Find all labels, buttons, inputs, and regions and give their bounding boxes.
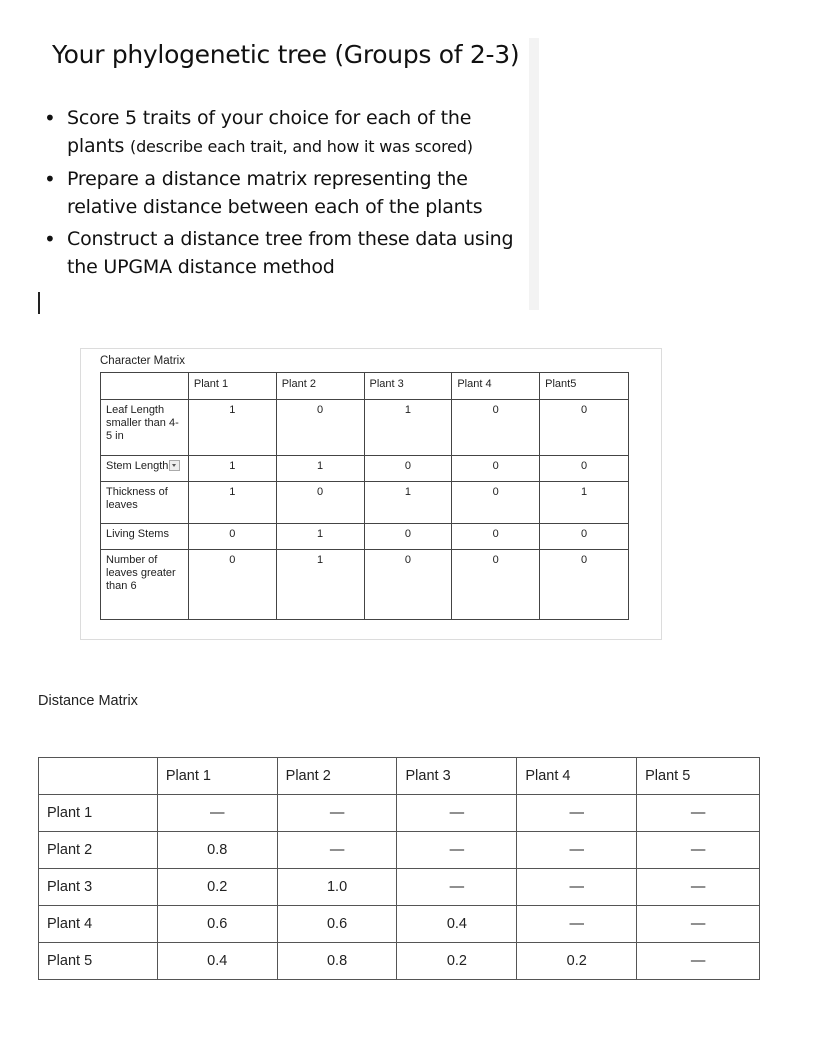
header-cell: Plant 1 [157,758,277,795]
value-cell: — [637,795,760,832]
value-cell: — [517,906,637,943]
table-header-row [101,373,629,400]
value-cell: 0 [364,550,452,620]
value-cell: 1 [364,482,452,524]
value-cell: — [397,795,517,832]
header-cell: Plant 3 [364,373,452,400]
trait-cell: Number of leaves greater than 6 [101,550,189,620]
trait-cell[interactable] [101,456,189,482]
value-cell: 0 [540,550,629,620]
instruction-item [40,225,530,281]
trait-cell: Thickness of leaves [101,482,189,524]
text-cursor [38,292,40,314]
value-cell: — [397,832,517,869]
value-cell: — [637,943,760,980]
header-cell [101,373,189,400]
value-cell: 0.2 [397,943,517,980]
value-cell: 0.4 [397,906,517,943]
trait-label: Stem Length [106,460,169,472]
slide-title: Your phylogenetic tree (Groups of 2-3) [52,40,520,69]
table-row [39,832,760,869]
value-cell: — [397,869,517,906]
value-cell: — [517,869,637,906]
value-cell: 0.2 [157,869,277,906]
value-cell: 0 [364,524,452,550]
row-header-cell: Plant 3 [39,869,158,906]
value-cell: 0 [452,524,540,550]
instruction-main: Construct a distance tree from these data using the UPGMA distance method [67,228,514,278]
value-cell: — [277,795,397,832]
row-header-cell: Plant 2 [39,832,158,869]
slide-edge-shadow [529,38,539,310]
table-header-row [39,758,760,795]
value-cell: 0 [364,456,452,482]
value-cell: 1 [188,456,276,482]
header-cell: Plant 2 [277,758,397,795]
table-row [39,906,760,943]
value-cell: 1 [188,482,276,524]
instruction-main: Prepare a distance matrix representing the relative distance between each of the plants [67,168,483,218]
value-cell: 0 [188,524,276,550]
value-cell: — [277,832,397,869]
header-cell: Plant 5 [637,758,760,795]
trait-cell: Leaf Length smaller than 4-5 in [101,400,189,456]
value-cell: 0.6 [277,906,397,943]
value-cell: 0 [452,456,540,482]
value-cell: 0.4 [157,943,277,980]
instruction-note: (describe each trait, and how it was scored) [130,137,473,156]
value-cell: — [517,832,637,869]
instruction-item [40,104,530,161]
value-cell: 1 [188,400,276,456]
value-cell: 0 [540,524,629,550]
table-row [101,456,629,482]
value-cell: 0.8 [157,832,277,869]
value-cell: 1 [364,400,452,456]
dropdown-arrow-icon[interactable] [169,460,180,471]
header-cell: Plant 4 [517,758,637,795]
distance-matrix-table [38,757,760,980]
value-cell: 1 [276,456,364,482]
character-matrix-caption: Character Matrix [100,355,185,367]
row-header-cell: Plant 5 [39,943,158,980]
value-cell: 0.2 [517,943,637,980]
value-cell: 1.0 [277,869,397,906]
value-cell: — [517,795,637,832]
header-cell: Plant 1 [188,373,276,400]
header-cell: Plant 2 [276,373,364,400]
value-cell: 0 [540,400,629,456]
value-cell: 0 [452,400,540,456]
row-header-cell: Plant 1 [39,795,158,832]
value-cell: — [637,869,760,906]
table-row [39,943,760,980]
table-row [101,482,629,524]
value-cell: 0 [452,482,540,524]
value-cell: 0.6 [157,906,277,943]
header-cell: Plant5 [540,373,629,400]
table-row [101,400,629,456]
header-cell: Plant 4 [452,373,540,400]
value-cell: 1 [276,524,364,550]
table-row [101,524,629,550]
value-cell: 0 [276,482,364,524]
value-cell: 0 [276,400,364,456]
value-cell: — [637,906,760,943]
slide-panel [0,0,540,310]
value-cell: 1 [540,482,629,524]
instruction-main: Score 5 traits of your choice for each of the plants [67,107,472,157]
value-cell: 0 [188,550,276,620]
value-cell: — [637,832,760,869]
value-cell: 0.8 [277,943,397,980]
value-cell: 0 [540,456,629,482]
character-matrix-table [100,372,629,620]
distance-matrix-caption: Distance Matrix [38,693,138,709]
header-cell [39,758,158,795]
value-cell: 0 [452,550,540,620]
table-row [39,795,760,832]
table-row [101,550,629,620]
value-cell: — [157,795,277,832]
header-cell: Plant 3 [397,758,517,795]
instruction-list [40,104,530,285]
value-cell: 1 [276,550,364,620]
instruction-item [40,165,530,221]
trait-cell: Living Stems [101,524,189,550]
table-row [39,869,760,906]
row-header-cell: Plant 4 [39,906,158,943]
